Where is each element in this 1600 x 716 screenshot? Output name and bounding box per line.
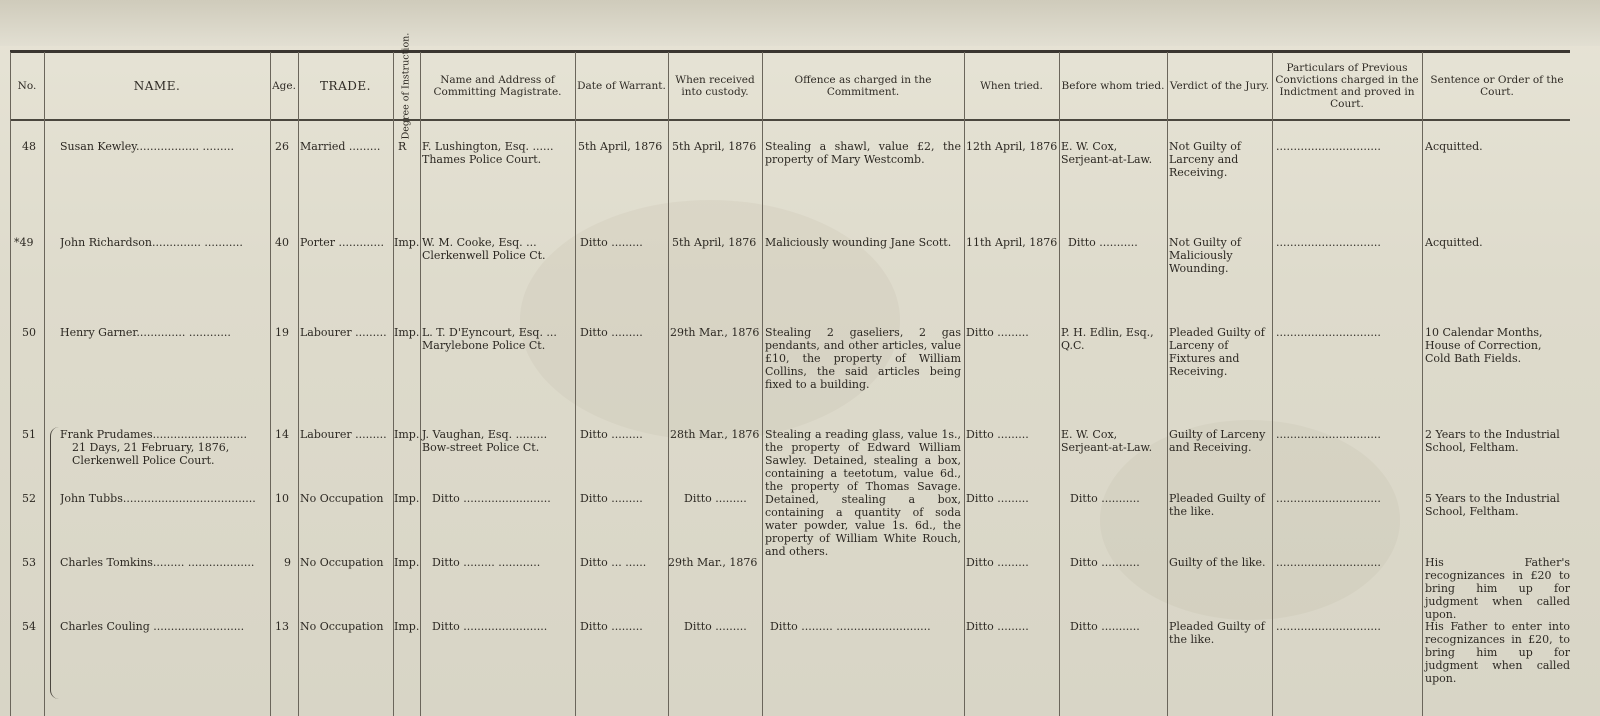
row-name: Charles Couling ..........................	[60, 620, 245, 633]
row-magistrate: J. Vaughan, Esq. ......... Bow-street Police Ct.	[422, 428, 548, 454]
row-verdict: Guilty of Larceny and Receiving.	[1169, 428, 1266, 454]
row-name: Frank Prudames...........................	[60, 428, 248, 441]
row-verdict: Not Guilty of Maliciously Wounding.	[1169, 236, 1241, 275]
row-trade: Married .........	[300, 140, 381, 153]
row-offence: Stealing a shawl, value £2, the property of Mary Westcomb.	[765, 140, 961, 166]
row-magistrate: L. T. D'Eyncourt, Esq. ... Marylebone Police Ct.	[422, 326, 557, 352]
row-warrant: Ditto .........	[580, 620, 643, 633]
row-received: 28th Mar., 1876	[670, 428, 760, 441]
row-magistrate: W. M. Cooke, Esq. ... Clerkenwell Police Ct.	[422, 236, 546, 262]
row-no: 54	[22, 620, 36, 633]
group-brace	[50, 427, 59, 699]
row-no: 48	[22, 140, 36, 153]
column-line	[298, 52, 299, 716]
column-line	[1422, 52, 1423, 716]
row-sentence: 10 Calendar Months, House of Correction, Cold Bath Fields.	[1425, 326, 1543, 365]
row-magistrate: Ditto .........................	[432, 492, 551, 505]
row-before: E. W. Cox, Serjeant-at-Law.	[1061, 140, 1153, 166]
row-warrant: Ditto .........	[580, 236, 643, 249]
row-age: 26	[275, 140, 289, 153]
row-no: *49	[14, 236, 34, 249]
row-no: 52	[22, 492, 36, 505]
header-warrant: Date of Warrant.	[577, 80, 666, 92]
header-verdict: Verdict of the Jury.	[1169, 80, 1270, 92]
row-age: 10	[275, 492, 289, 505]
header-age: Age.	[272, 80, 296, 92]
row-degree: Imp.	[394, 236, 420, 249]
row-received: 5th April, 1876	[672, 236, 757, 249]
column-line	[1272, 52, 1273, 716]
row-magistrate: Ditto ......... ............	[432, 556, 541, 569]
page-top-edge	[0, 0, 1600, 46]
row-sentence: His Father to enter into recognizances in £20, to bring him up for judgment when called upon.	[1425, 620, 1570, 685]
row-sentence: Acquitted.	[1425, 236, 1483, 249]
row-name: Susan Kewley.................. .........	[60, 140, 234, 153]
header-name: NAME.	[133, 79, 181, 93]
row-received: 5th April, 1876	[672, 140, 757, 153]
column-line	[393, 52, 394, 716]
row-convictions: ..............................	[1276, 428, 1381, 441]
column-line	[10, 52, 11, 716]
column-line	[668, 52, 669, 716]
header-offence: Offence as charged in the Commitment.	[794, 74, 932, 98]
row-age: 19	[275, 326, 289, 339]
row-trade: Labourer .........	[300, 428, 387, 441]
row-verdict: Pleaded Guilty of the like.	[1169, 620, 1265, 646]
row-no: 50	[22, 326, 36, 339]
header-sentence: Sentence or Order of the Court.	[1430, 74, 1564, 98]
column-line	[270, 52, 271, 716]
row-trade: No Occupation	[300, 492, 384, 505]
column-line	[964, 52, 965, 716]
row-convictions: ..............................	[1276, 236, 1381, 249]
row-tried: Ditto .........	[966, 620, 1029, 633]
row-convictions: ..............................	[1276, 140, 1381, 153]
row-warrant: Ditto .........	[580, 326, 643, 339]
header-magistrate: Name and Address of Committing Magistrate.	[433, 74, 562, 98]
row-magistrate: Ditto ........................	[432, 620, 548, 633]
column-line	[762, 52, 763, 716]
row-warrant: Ditto .........	[580, 492, 643, 505]
row-trade: No Occupation	[300, 556, 384, 569]
row-tried: 12th April, 1876	[966, 140, 1058, 153]
row-convictions: ..............................	[1276, 556, 1381, 569]
row-tried: Ditto .........	[966, 556, 1029, 569]
header-rule	[10, 119, 1570, 121]
row-warrant: Ditto ... ......	[580, 556, 647, 569]
row-no: 51	[22, 428, 36, 441]
row-convictions: ..............................	[1276, 326, 1381, 339]
top-rule	[10, 50, 1570, 53]
row-convictions: ..............................	[1276, 620, 1381, 633]
row-warrant: 5th April, 1876	[578, 140, 663, 153]
row-sentence: Acquitted.	[1425, 140, 1483, 153]
row-before: Ditto ...........	[1070, 556, 1140, 569]
row-before: P. H. Edlin, Esq., Q.C.	[1061, 326, 1154, 352]
column-line	[44, 52, 45, 716]
row-received: Ditto .........	[684, 620, 747, 633]
row-before: E. W. Cox, Serjeant-at-Law.	[1061, 428, 1153, 454]
row-name: John Richardson.............. ...........	[60, 236, 243, 249]
row-received: Ditto .........	[684, 492, 747, 505]
row-name: John Tubbs......................................	[60, 492, 256, 505]
row-offence: Maliciously wounding Jane Scott.	[765, 236, 952, 249]
row-offence: Ditto ......... ...........................	[770, 620, 931, 633]
row-trade: Porter .............	[300, 236, 384, 249]
row-tried: Ditto .........	[966, 492, 1029, 505]
header-no: No.	[17, 80, 37, 92]
header-before: Before whom tried.	[1061, 80, 1165, 92]
row-warrant: Ditto .........	[580, 428, 643, 441]
row-tried: Ditto .........	[966, 326, 1029, 339]
row-verdict: Guilty of the like.	[1169, 556, 1266, 569]
row-sentence: His Father's recognizances in £20 to bring him up for judgment when called upon.	[1425, 556, 1570, 621]
row-tried: 11th April, 1876	[966, 236, 1058, 249]
row-convictions: ..............................	[1276, 492, 1381, 505]
row-offence: Stealing a reading glass, value 1s., the property of Edward William Sawley. Detained, stealing a box, containing a teetotum, value 6d., the property of Thomas Savage. Detained, stealing a box, containing a quantity of soda water powder, value 1s. 6d., the property of William White Rouch, and others.	[765, 428, 961, 558]
row-tried: Ditto .........	[966, 428, 1029, 441]
row-name: Henry Garner.............. ............	[60, 326, 231, 339]
row-received: 29th Mar., 1876	[668, 556, 758, 569]
header-degree	[393, 32, 420, 140]
row-trade: Labourer .........	[300, 326, 387, 339]
row-name: Charles Tomkins......... ...................	[60, 556, 255, 569]
row-magistrate: F. Lushington, Esq. ...... Thames Police Court.	[422, 140, 554, 166]
header-received: When received into custody.	[675, 74, 755, 98]
row-before: Ditto ...........	[1070, 620, 1140, 633]
row-age: 40	[275, 236, 289, 249]
row-no: 53	[22, 556, 36, 569]
header-convictions: Particulars of Previous Convictions charged in the Indictment and proved in Court.	[1275, 62, 1419, 110]
column-line	[575, 52, 576, 716]
row-degree: Imp.	[394, 428, 420, 441]
row-before: Ditto ...........	[1068, 236, 1138, 249]
row-verdict: Pleaded Guilty of the like.	[1169, 492, 1265, 518]
row-trade: No Occupation	[300, 620, 384, 633]
row-age: 13	[275, 620, 289, 633]
row-sentence: 2 Years to the Industrial School, Feltham.	[1425, 428, 1560, 454]
column-line	[420, 52, 421, 716]
column-line	[1167, 52, 1168, 716]
row-offence: Stealing 2 gaseliers, 2 gas pendants, and other articles, value £10, the property of William Collins, the said articles being fixed to a building.	[765, 326, 961, 391]
row-degree: Imp.	[394, 492, 420, 505]
row-degree: R	[398, 140, 407, 153]
column-line	[1059, 52, 1060, 716]
header-tried: When tried.	[980, 80, 1043, 92]
row-degree: Imp.	[394, 620, 420, 633]
header-degree-text: Degree of Instruction.	[400, 32, 412, 140]
row-before: Ditto ...........	[1070, 492, 1140, 505]
row-degree: Imp.	[394, 326, 420, 339]
row-name-note: 21 Days, 21 February, 1876, Clerkenwell Police Court.	[72, 441, 230, 467]
header-trade: TRADE.	[320, 79, 371, 93]
row-sentence: 5 Years to the Industrial School, Feltham.	[1425, 492, 1560, 518]
row-verdict: Not Guilty of Larceny and Receiving.	[1169, 140, 1241, 179]
row-degree: Imp.	[394, 556, 420, 569]
row-age: 14	[275, 428, 289, 441]
row-received: 29th Mar., 1876	[670, 326, 760, 339]
row-verdict: Pleaded Guilty of Larceny of Fixtures and Receiving.	[1169, 326, 1265, 378]
row-age: 9	[284, 556, 291, 569]
